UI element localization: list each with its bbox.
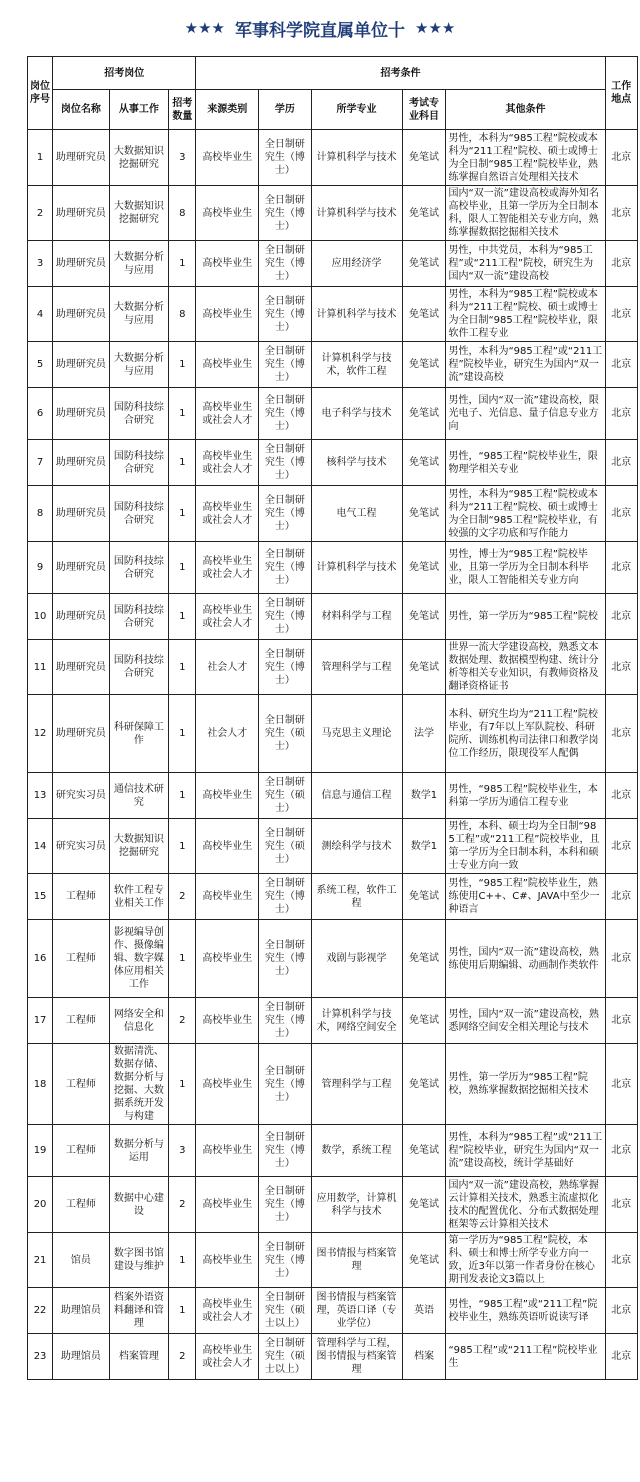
cell-exam: 免笔试 — [402, 640, 446, 695]
cell-major: 电子科学与技术 — [311, 388, 402, 440]
table-row — [28, 819, 638, 874]
cell-loc: 北京 — [605, 1044, 638, 1125]
cell-exam: 英语 — [402, 1288, 446, 1334]
cell-loc: 北京 — [605, 819, 638, 874]
cell-count: 2 — [169, 998, 196, 1044]
cell-work: 大数据分析与应用 — [109, 287, 169, 342]
cell-edu: 全日制研究生（硕士） — [259, 773, 311, 819]
cell-exam: 免笔试 — [402, 287, 446, 342]
cell-work: 网络安全和信息化 — [109, 998, 169, 1044]
cell-other: “985工程”或“211工程”院校毕业生 — [446, 1334, 605, 1380]
cell-count: 2 — [169, 1177, 196, 1233]
cell-count: 1 — [169, 1044, 196, 1125]
cell-exam: 免笔试 — [402, 542, 446, 594]
cell-major: 图书情报与档案管理，英语口译（专业学位） — [311, 1288, 402, 1334]
table-row — [28, 542, 638, 594]
cell-loc: 北京 — [605, 342, 638, 388]
cell-loc: 北京 — [605, 1288, 638, 1334]
cell-count: 1 — [169, 241, 196, 287]
cell-edu: 全日制研究生（博士） — [259, 998, 311, 1044]
cell-loc: 北京 — [605, 287, 638, 342]
cell-name: 助理研究员 — [53, 130, 110, 186]
header-work: 从事工作 — [109, 90, 169, 130]
cell-count: 1 — [169, 1288, 196, 1334]
cell-count: 1 — [169, 342, 196, 388]
cell-source: 高校毕业生 — [196, 773, 259, 819]
cell-seq: 22 — [28, 1288, 53, 1334]
cell-seq: 7 — [28, 440, 53, 486]
cell-edu: 全日制研究生（博士） — [259, 186, 311, 241]
cell-work: 档案外语资料翻译和管理 — [109, 1288, 169, 1334]
cell-edu: 全日制研究生（博士） — [259, 486, 311, 542]
cell-count: 2 — [169, 1334, 196, 1380]
header-exam: 考试专业科目 — [402, 90, 446, 130]
cell-other: 男性，国内“双一流”建设高校，熟悉网络空间安全相关理论与技术 — [446, 998, 605, 1044]
cell-work: 通信技术研究 — [109, 773, 169, 819]
cell-major: 核科学与技术 — [311, 440, 402, 486]
cell-work: 科研保障工作 — [109, 695, 169, 773]
cell-loc: 北京 — [605, 486, 638, 542]
cell-work: 国防科技综合研究 — [109, 486, 169, 542]
cell-count: 3 — [169, 130, 196, 186]
table-row — [28, 594, 638, 640]
cell-source: 高校毕业生或社会人才 — [196, 542, 259, 594]
cell-name: 助理馆员 — [53, 1288, 110, 1334]
table-body — [28, 130, 638, 1380]
cell-exam: 免笔试 — [402, 440, 446, 486]
cell-exam: 免笔试 — [402, 186, 446, 241]
cell-work: 软件工程专业相关工作 — [109, 874, 169, 920]
cell-source: 高校毕业生或社会人才 — [196, 1288, 259, 1334]
cell-name: 馆员 — [53, 1233, 110, 1288]
cell-seq: 8 — [28, 486, 53, 542]
cell-major: 计算机科学与技术 — [311, 287, 402, 342]
cell-name: 助理研究员 — [53, 186, 110, 241]
cell-exam: 免笔试 — [402, 130, 446, 186]
cell-exam: 免笔试 — [402, 1125, 446, 1177]
cell-seq: 1 — [28, 130, 53, 186]
cell-edu: 全日制研究生（硕士以上） — [259, 1288, 311, 1334]
cell-source: 高校毕业生 — [196, 130, 259, 186]
cell-name: 助理研究员 — [53, 241, 110, 287]
cell-source: 高校毕业生 — [196, 1125, 259, 1177]
header-edu: 学历 — [259, 90, 311, 130]
table-row — [28, 695, 638, 773]
header-other: 其他条件 — [446, 90, 605, 130]
cell-exam: 免笔试 — [402, 241, 446, 287]
cell-seq: 20 — [28, 1177, 53, 1233]
cell-name: 助理研究员 — [53, 640, 110, 695]
cell-other: 男性，国内“双一流”建设高校，限光电子、光信息、量子信息专业方向 — [446, 388, 605, 440]
cell-other: 男性，“985工程”院校毕业生，限物理学相关专业 — [446, 440, 605, 486]
cell-work: 数字图书馆建设与维护 — [109, 1233, 169, 1288]
cell-work: 大数据知识挖掘研究 — [109, 819, 169, 874]
cell-major: 材料科学与工程 — [311, 594, 402, 640]
cell-loc: 北京 — [605, 920, 638, 998]
cell-seq: 14 — [28, 819, 53, 874]
cell-major: 应用经济学 — [311, 241, 402, 287]
cell-source: 高校毕业生 — [196, 1233, 259, 1288]
cell-loc: 北京 — [605, 130, 638, 186]
cell-source: 高校毕业生 — [196, 874, 259, 920]
cell-seq: 11 — [28, 640, 53, 695]
table-row — [28, 1288, 638, 1334]
cell-major: 信息与通信工程 — [311, 773, 402, 819]
stars-left-icon: ★★★ — [184, 19, 225, 37]
table-row — [28, 342, 638, 388]
header-seq: 岗位序号 — [28, 57, 53, 130]
cell-loc: 北京 — [605, 773, 638, 819]
cell-name: 工程师 — [53, 1125, 110, 1177]
cell-work: 国防科技综合研究 — [109, 594, 169, 640]
cell-seq: 19 — [28, 1125, 53, 1177]
cell-name: 助理研究员 — [53, 594, 110, 640]
cell-name: 助理研究员 — [53, 440, 110, 486]
cell-other: 男性，国内“双一流”建设高校，熟练使用后期编辑、动画制作类软件 — [446, 920, 605, 998]
cell-source: 社会人才 — [196, 640, 259, 695]
cell-source: 社会人才 — [196, 695, 259, 773]
table-row — [28, 1334, 638, 1380]
cell-exam: 免笔试 — [402, 998, 446, 1044]
cell-major: 计算机科学与技术 — [311, 542, 402, 594]
cell-seq: 13 — [28, 773, 53, 819]
cell-seq: 10 — [28, 594, 53, 640]
cell-source: 高校毕业生 — [196, 920, 259, 998]
cell-work: 档案管理 — [109, 1334, 169, 1380]
cell-seq: 12 — [28, 695, 53, 773]
cell-major: 计算机科学与技术 — [311, 186, 402, 241]
cell-count: 1 — [169, 440, 196, 486]
cell-source: 高校毕业生或社会人才 — [196, 486, 259, 542]
cell-seq: 6 — [28, 388, 53, 440]
cell-major: 管理科学与工程 — [311, 640, 402, 695]
cell-name: 工程师 — [53, 1177, 110, 1233]
cell-exam: 免笔试 — [402, 1233, 446, 1288]
table-row — [28, 1125, 638, 1177]
header-position-group: 招考岗位 — [53, 57, 196, 90]
cell-major: 计算机科学与技术，网络空间安全 — [311, 998, 402, 1044]
cell-source: 高校毕业生 — [196, 342, 259, 388]
cell-other: 世界一流大学建设高校，熟悉文本数据处理、数据模型构建、统计分析等相关专业知识，有教师资格及翻译资格证书 — [446, 640, 605, 695]
cell-work: 数据分析与运用 — [109, 1125, 169, 1177]
cell-seq: 9 — [28, 542, 53, 594]
table-row — [28, 920, 638, 998]
cell-count: 1 — [169, 486, 196, 542]
cell-edu: 全日制研究生（博士） — [259, 640, 311, 695]
cell-major: 电气工程 — [311, 486, 402, 542]
cell-loc: 北京 — [605, 186, 638, 241]
cell-name: 助理研究员 — [53, 388, 110, 440]
cell-other: 男性，中共党员，本科为“985工程”或“211工程”院校，研究生为国内“双一流”建设高校 — [446, 241, 605, 287]
cell-major: 马克思主义理论 — [311, 695, 402, 773]
cell-major: 管理科学与工程，图书情报与档案管理 — [311, 1334, 402, 1380]
table-row — [28, 241, 638, 287]
cell-exam: 免笔试 — [402, 594, 446, 640]
cell-work: 国防科技综合研究 — [109, 542, 169, 594]
cell-other: 男性，本科为“985工程”或“211工程”院校毕业，研究生为国内“双一流”建设高校 — [446, 342, 605, 388]
cell-count: 1 — [169, 695, 196, 773]
cell-count: 1 — [169, 388, 196, 440]
cell-edu: 全日制研究生（博士） — [259, 1044, 311, 1125]
cell-seq: 2 — [28, 186, 53, 241]
cell-source: 高校毕业生或社会人才 — [196, 440, 259, 486]
cell-loc: 北京 — [605, 440, 638, 486]
cell-other: 男性，“985工程”或“211工程”院校毕业生，熟练英语听说读写译 — [446, 1288, 605, 1334]
cell-loc: 北京 — [605, 695, 638, 773]
cell-name: 工程师 — [53, 874, 110, 920]
cell-edu: 全日制研究生（博士） — [259, 874, 311, 920]
cell-loc: 北京 — [605, 388, 638, 440]
cell-work: 影视编导创作、摄像编辑、数字媒体应用相关工作 — [109, 920, 169, 998]
table-row — [28, 388, 638, 440]
cell-name: 工程师 — [53, 1044, 110, 1125]
cell-work: 国防科技综合研究 — [109, 388, 169, 440]
cell-exam: 免笔试 — [402, 920, 446, 998]
cell-edu: 全日制研究生（硕士以上） — [259, 1334, 311, 1380]
cell-source: 高校毕业生 — [196, 1177, 259, 1233]
cell-name: 助理研究员 — [53, 287, 110, 342]
cell-seq: 16 — [28, 920, 53, 998]
table-row — [28, 440, 638, 486]
cell-other: 男性，“985工程”院校毕业生，熟练使用C++、C#、JAVA中至少一种语言 — [446, 874, 605, 920]
cell-edu: 全日制研究生（博士） — [259, 241, 311, 287]
cell-count: 3 — [169, 1125, 196, 1177]
cell-source: 高校毕业生 — [196, 1044, 259, 1125]
cell-name: 助理研究员 — [53, 486, 110, 542]
cell-edu: 全日制研究生（博士） — [259, 1233, 311, 1288]
header-conditions-group: 招考条件 — [196, 57, 605, 90]
cell-exam: 免笔试 — [402, 1177, 446, 1233]
cell-seq: 5 — [28, 342, 53, 388]
cell-edu: 全日制研究生（硕士） — [259, 695, 311, 773]
cell-major: 数学，系统工程 — [311, 1125, 402, 1177]
cell-name: 助理馆员 — [53, 1334, 110, 1380]
cell-major: 计算机科学与技术 — [311, 130, 402, 186]
cell-other: 国内“双一流”建设高校或海外知名高校毕业，且第一学历为全日制本科，限人工智能相关专业方向，熟练掌握数据挖掘相关技术 — [446, 186, 605, 241]
cell-exam: 免笔试 — [402, 874, 446, 920]
cell-source: 高校毕业生 — [196, 819, 259, 874]
cell-count: 1 — [169, 773, 196, 819]
cell-edu: 全日制研究生（博士） — [259, 1177, 311, 1233]
header-source: 来源类别 — [196, 90, 259, 130]
cell-source: 高校毕业生或社会人才 — [196, 1334, 259, 1380]
cell-other: 本科、研究生均为“211工程”院校毕业，有7年以上军队院校、科研院所、训练机构司法律口和教学岗位工作经历，限现役军人配偶 — [446, 695, 605, 773]
cell-exam: 数学1 — [402, 819, 446, 874]
cell-edu: 全日制研究生（博士） — [259, 287, 311, 342]
table-row — [28, 1177, 638, 1233]
cell-major: 计算机科学与技术，软件工程 — [311, 342, 402, 388]
cell-edu: 全日制研究生（博士） — [259, 440, 311, 486]
cell-seq: 23 — [28, 1334, 53, 1380]
cell-name: 助理研究员 — [53, 695, 110, 773]
table-row — [28, 186, 638, 241]
cell-other: 男性，本科为“985工程”院校或本科为“211工程”院校、硕士或博士为全日制“985工程”院校毕业，有较强的文字功底和写作能力 — [446, 486, 605, 542]
page-header — [0, 0, 640, 56]
cell-seq: 17 — [28, 998, 53, 1044]
cell-name: 助理研究员 — [53, 342, 110, 388]
cell-count: 8 — [169, 186, 196, 241]
cell-other: 男性，第一学历为“985工程”院校 — [446, 594, 605, 640]
cell-exam: 档案 — [402, 1334, 446, 1380]
cell-loc: 北京 — [605, 542, 638, 594]
cell-seq: 15 — [28, 874, 53, 920]
cell-major: 管理科学与工程 — [311, 1044, 402, 1125]
cell-loc: 北京 — [605, 1233, 638, 1288]
cell-count: 1 — [169, 819, 196, 874]
cell-loc: 北京 — [605, 998, 638, 1044]
cell-exam: 免笔试 — [402, 486, 446, 542]
cell-count: 1 — [169, 1233, 196, 1288]
cell-edu: 全日制研究生（博士） — [259, 388, 311, 440]
cell-edu: 全日制研究生（博士） — [259, 920, 311, 998]
cell-loc: 北京 — [605, 1334, 638, 1380]
cell-other: 男性，本科为“985工程”或“211工程”院校毕业，研究生为国内“双一流”建设高校，统计学基础好 — [446, 1125, 605, 1177]
table-row — [28, 640, 638, 695]
header-location: 工作地点 — [605, 57, 638, 130]
cell-edu: 全日制研究生（博士） — [259, 1125, 311, 1177]
cell-other: 男性，“985工程”院校毕业生，本科第一学历为通信工程专业 — [446, 773, 605, 819]
cell-loc: 北京 — [605, 1177, 638, 1233]
cell-name: 工程师 — [53, 998, 110, 1044]
cell-other: 男性，本科为“985工程”院校或本科为“211工程”院校、硕士或博士为全日制“985工程”院校毕业，熟练掌握自然语言处理相关技术 — [446, 130, 605, 186]
cell-loc: 北京 — [605, 1125, 638, 1177]
cell-major: 戏剧与影视学 — [311, 920, 402, 998]
header-name: 岗位名称 — [53, 90, 110, 130]
cell-work: 大数据知识挖掘研究 — [109, 186, 169, 241]
table-row — [28, 486, 638, 542]
cell-name: 工程师 — [53, 920, 110, 998]
cell-work: 数据清洗、数据存储、数据分析与挖掘、大数据系统开发与构建 — [109, 1044, 169, 1125]
table-row — [28, 773, 638, 819]
cell-major: 系统工程，软件工程 — [311, 874, 402, 920]
cell-major: 测绘科学与技术 — [311, 819, 402, 874]
cell-work: 大数据分析与应用 — [109, 342, 169, 388]
cell-seq: 18 — [28, 1044, 53, 1125]
cell-loc: 北京 — [605, 594, 638, 640]
cell-other: 国内“双一流”建设高校，熟练掌握云计算相关技术，熟悉主流虚拟化技术的配置优化、分布式数据处理框架等云计算相关技术 — [446, 1177, 605, 1233]
cell-work: 国防科技综合研究 — [109, 640, 169, 695]
cell-edu: 全日制研究生（博士） — [259, 342, 311, 388]
cell-other: 男性，博士为“985工程”院校毕业，且第一学历为全日制本科毕业，限人工智能相关专业方向 — [446, 542, 605, 594]
cell-work: 大数据知识挖掘研究 — [109, 130, 169, 186]
cell-exam: 数学1 — [402, 773, 446, 819]
cell-loc: 北京 — [605, 241, 638, 287]
cell-count: 1 — [169, 542, 196, 594]
cell-source: 高校毕业生或社会人才 — [196, 594, 259, 640]
stars-right-icon: ★★★ — [415, 19, 456, 37]
cell-work: 数据中心建设 — [109, 1177, 169, 1233]
cell-edu: 全日制研究生（博士） — [259, 130, 311, 186]
cell-other: 第一学历为“985工程”院校，本科、硕士和博士所学专业方向一致，近3年以第一作者身份在核心期刊发表论文3篇以上 — [446, 1233, 605, 1288]
cell-exam: 法学 — [402, 695, 446, 773]
cell-edu: 全日制研究生（博士） — [259, 594, 311, 640]
cell-name: 助理研究员 — [53, 542, 110, 594]
table-row — [28, 130, 638, 186]
cell-loc: 北京 — [605, 640, 638, 695]
table-row — [28, 874, 638, 920]
cell-seq: 21 — [28, 1233, 53, 1288]
cell-source: 高校毕业生 — [196, 186, 259, 241]
cell-name: 研究实习员 — [53, 819, 110, 874]
cell-exam: 免笔试 — [402, 388, 446, 440]
cell-other: 男性，第一学历为“985工程”院校，熟练掌握数据挖掘相关技术 — [446, 1044, 605, 1125]
cell-seq: 3 — [28, 241, 53, 287]
cell-work: 国防科技综合研究 — [109, 440, 169, 486]
cell-count: 1 — [169, 594, 196, 640]
cell-other: 男性，本科、硕士均为全日制“985工程”或“211工程”院校毕业，且第一学历为全日制本科，本科和硕士专业方向一致 — [446, 819, 605, 874]
table-row — [28, 998, 638, 1044]
header-major: 所学专业 — [311, 90, 402, 130]
cell-count: 8 — [169, 287, 196, 342]
cell-other: 男性，本科为“985工程”院校或本科为“211工程”院校、硕士或博士为全日制“985工程”院校毕业，限软件工程专业 — [446, 287, 605, 342]
table-row — [28, 1233, 638, 1288]
cell-exam: 免笔试 — [402, 342, 446, 388]
cell-source: 高校毕业生 — [196, 287, 259, 342]
table-row — [28, 1044, 638, 1125]
cell-major: 图书情报与档案管理 — [311, 1233, 402, 1288]
cell-source: 高校毕业生 — [196, 998, 259, 1044]
cell-edu: 全日制研究生（博士） — [259, 542, 311, 594]
cell-work: 大数据分析与应用 — [109, 241, 169, 287]
cell-seq: 4 — [28, 287, 53, 342]
cell-count: 2 — [169, 874, 196, 920]
page-title: 军事科学院直属单位十 — [235, 20, 405, 41]
cell-edu: 全日制研究生（硕士） — [259, 819, 311, 874]
cell-count: 1 — [169, 920, 196, 998]
recruitment-table — [27, 56, 638, 1380]
header-count: 招考数量 — [169, 90, 196, 130]
cell-source: 高校毕业生或社会人才 — [196, 388, 259, 440]
table-row — [28, 287, 638, 342]
cell-exam: 免笔试 — [402, 1044, 446, 1125]
cell-name: 研究实习员 — [53, 773, 110, 819]
cell-count: 1 — [169, 640, 196, 695]
cell-loc: 北京 — [605, 874, 638, 920]
cell-source: 高校毕业生 — [196, 241, 259, 287]
cell-major: 应用数学，计算机科学与技术 — [311, 1177, 402, 1233]
